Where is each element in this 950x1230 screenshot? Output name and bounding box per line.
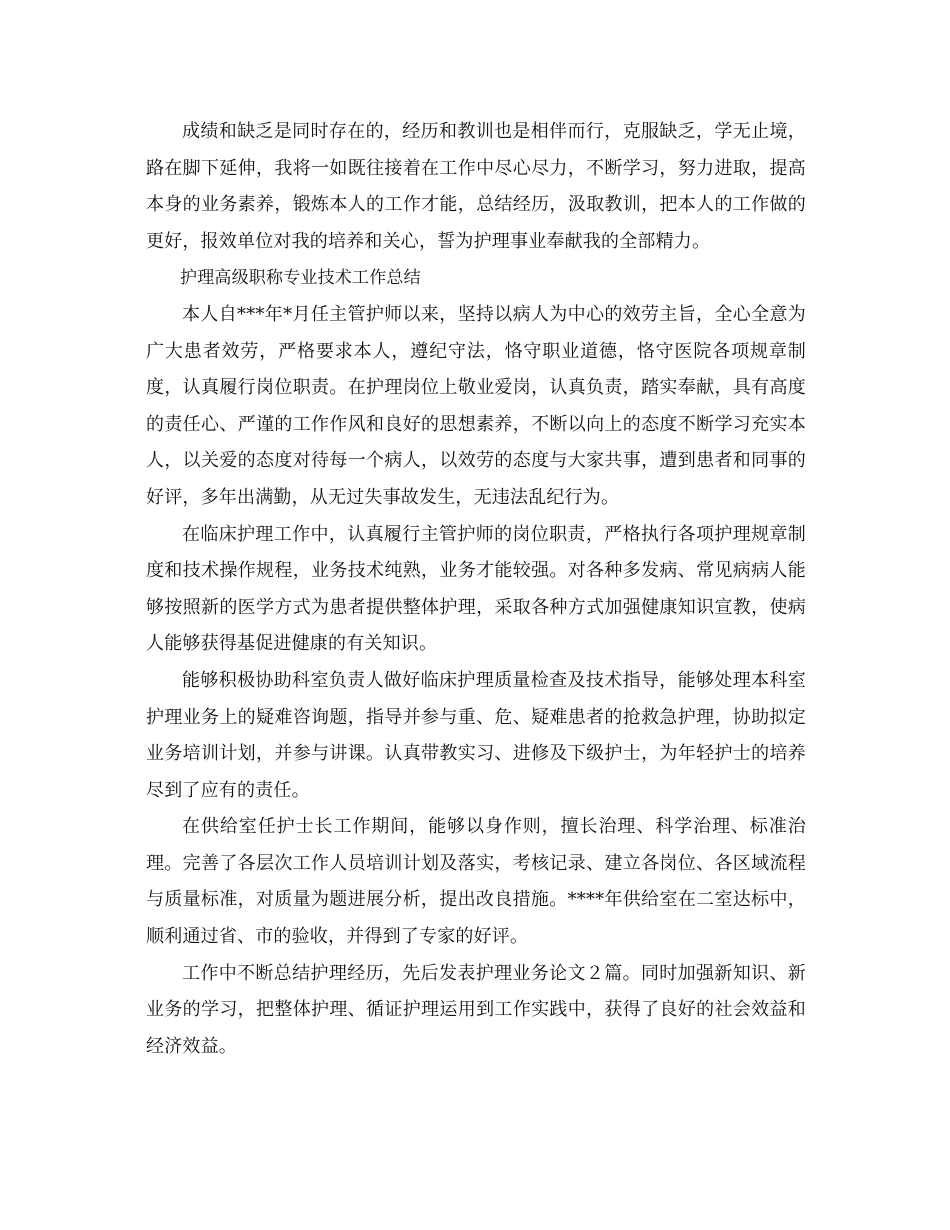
paragraph-clinical-nursing: 在临床护理工作中，认真履行主管护师的岗位职责，严格执行各项护理规章制度和技术操作规程，业务技术纯熟，业务才能较强。对各种多发病、常见病病人能够按照新的医学方式为患者提供整体护理，采取各种方式加强健康知识宣教，使病人能够获得基促进健康的有关知识。 xyxy=(146,523,806,655)
paragraph-head-nurse: 在供给室任护士长工作期间，能够以身作则，擅长治理、科学治理、标准治理。完善了各层次工作人员培训计划及落实，考核记录、建立各岗位、各区域流程与质量标准，对质量为题进展分析，提出改良措施。****年供给室在二室达标中，顺利通过省、市的验收，并得到了专家的好评。 xyxy=(146,816,806,948)
paragraph-closing-summary: 成绩和缺乏是同时存在的，经历和教训也是相伴而行，克服缺乏，学无止境，路在脚下延伸，我将一如既往接着在工作中尽心尽力，不断学习，努力进取，提高本身的业务素养，锻炼本人的工作才能，总结经历，汲取教训，把本人的工作做的更好，报效单位对我的培养和关心，誓为护理事业奉献我的全部精力。 xyxy=(146,121,806,252)
section-title: 护理高级职称专业技术工作总结 xyxy=(180,268,421,289)
document-body xyxy=(146,114,806,1065)
paragraph-publications: 工作中不断总结护理经历，先后发表护理业务论文２篇。同时加强新知识、新业务的学习，把整体护理、循证护理运用到工作实践中，获得了良好的社会效益和经济效益。 xyxy=(146,962,806,1057)
paragraph-introduction: 本人自***年*月任主管护师以来，坚持以病人为中心的效劳主旨，全心全意为广大患者效劳，严格要求本人，遵纪守法，恪守职业道德，恪守医院各项规章制度，认真履行岗位职责。在护理岗位上敬业爱岗，认真负责，踏实奉献，具有高度的责任心、严谨的工作作风和良好的思想素养，不断以向上的态度不断学习充实本人，以关爱的态度对待每一个病人，以效劳的态度与大家共事，遭到患者和同事的好评，多年出满勤，从无过失事故发生，无违法乱纪行为。 xyxy=(146,303,806,508)
paragraph-quality-guidance: 能够积极协助科室负责人做好临床护理质量检查及技术指导，能够处理本科室护理业务上的疑难咨询题，指导并参与重、危、疑难患者的抢救急护理，协助拟定业务培训计划，并参与讲课。认真带教实习、进修及下级护士，为年轻护士的培养尽到了应有的责任。 xyxy=(146,669,806,801)
